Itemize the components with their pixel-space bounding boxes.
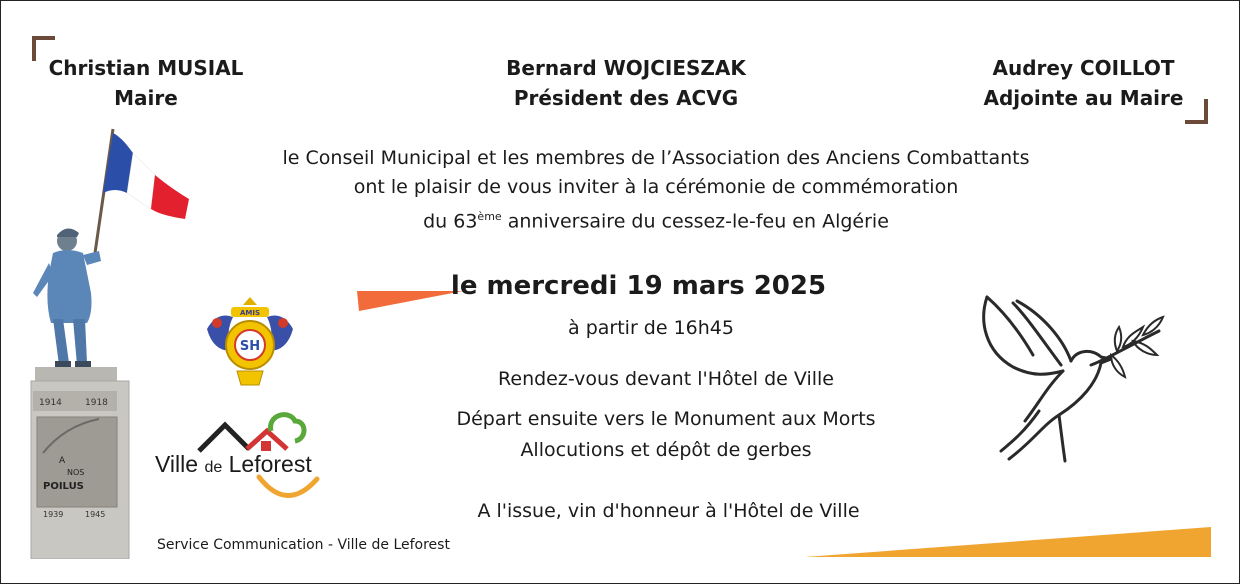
signatory-center (491, 53, 761, 113)
signatory-center-name: Bernard WOJCIESZAK (506, 56, 746, 80)
event-date: le mercredi 19 mars 2025 (450, 271, 827, 301)
badge-text-amis: AMIS (239, 309, 261, 317)
badge-text-sh: SH (239, 339, 261, 354)
ville-de-leforest-logo (153, 411, 343, 503)
smile-arc-icon (253, 473, 323, 501)
signatory-right (966, 53, 1201, 113)
dove-olive-branch-icon (973, 291, 1165, 467)
invitation-line-1: le Conseil Municipal et les membres de l’Association des Anciens Combattants (282, 147, 1030, 169)
signatory-left (41, 53, 251, 113)
invitation-line-3 (251, 202, 1061, 236)
signatory-right-title: Adjointe au Maire (983, 86, 1184, 110)
signatory-left-title: Maire (114, 86, 178, 110)
town-logo-word-de: de (204, 459, 223, 476)
monument-year-1918: 1918 (85, 398, 108, 408)
event-allocutions: Allocutions et dépôt de gerbes (520, 439, 812, 461)
invitation-line-3-suffix: anniversaire du cessez-le-feu en Algérie (501, 210, 889, 233)
signatory-left-name: Christian MUSIAL (48, 56, 244, 80)
town-logo-word-leforest: Leforest (228, 451, 312, 477)
association-badge-logo (203, 293, 297, 389)
event-after: A l'issue, vin d'honneur à l'Hôtel de Ville (477, 500, 860, 522)
signatory-center-title: Président des ACVG (513, 86, 739, 110)
gold-accent-wedge (801, 525, 1213, 559)
monument-text-nos: NOS (67, 468, 85, 477)
event-departure: Départ ensuite vers le Monument aux Morts (456, 408, 876, 430)
monument-text-poilus: POILUS (43, 481, 84, 492)
invitation-text (251, 144, 1061, 236)
monument-text-a: A (59, 456, 66, 466)
monument-year-1945: 1945 (85, 510, 106, 519)
monument-year-1939: 1939 (43, 510, 64, 519)
town-logo-word-ville: Ville (155, 451, 199, 477)
invitation-line-3-prefix: du 63 (423, 210, 478, 233)
house-tree-icon (197, 411, 307, 455)
footer-credit: Service Communication - Ville de Leforest (157, 537, 450, 553)
event-time: à partir de 16h45 (568, 317, 734, 339)
invitation-line-3-sup: ème (477, 210, 502, 223)
signatory-right-name: Audrey COILLOT (992, 56, 1175, 80)
event-meeting: Rendez-vous devant l'Hôtel de Ville (498, 368, 834, 390)
invitation-line-2: ont le plaisir de vous inviter à la cérémonie de commémoration (353, 176, 959, 198)
monument-year-1914: 1914 (39, 398, 62, 408)
